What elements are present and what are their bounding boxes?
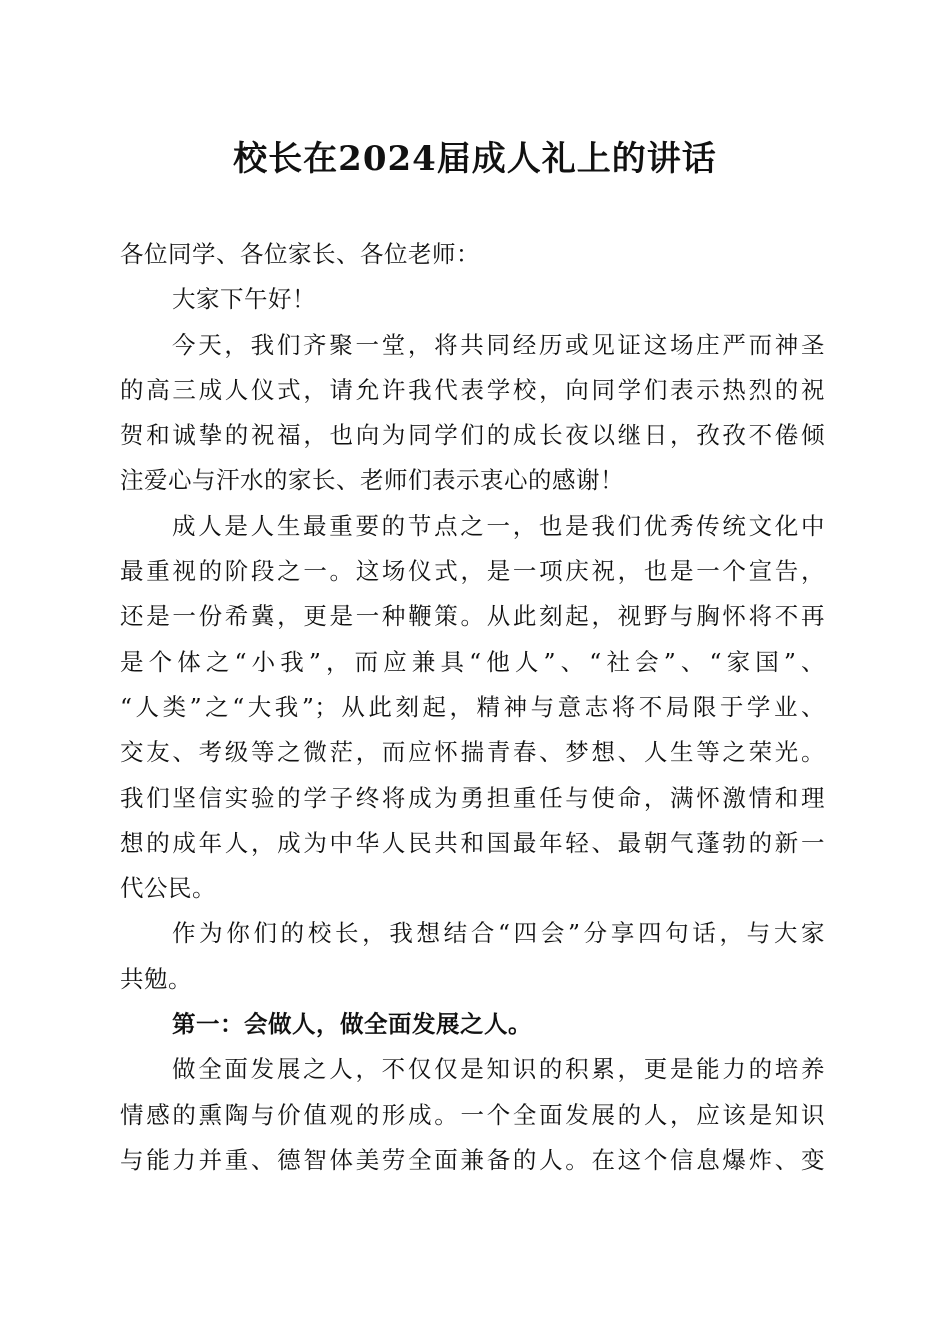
paragraph-line: 注爱心与汗水的家长、老师们表示衷心的感谢！ <box>120 466 624 495</box>
paragraph-line: 做全面发展之人，不仅仅是知识的积累，更是能力的培养 <box>172 1055 825 1084</box>
paragraph-line: 我们坚信实验的学子终将成为勇担重任与使命，满怀激情和理 <box>120 783 825 812</box>
paragraph-line: 还是一份希冀，更是一种鞭策。从此刻起，视野与胸怀将不再 <box>120 602 825 631</box>
document-body <box>120 232 825 1183</box>
paragraph-line: 交友、考级等之微茫，而应怀揣青春、梦想、人生等之荣光。 <box>120 738 825 767</box>
paragraph-line: 贺和诚挚的祝福，也向为同学们的成长夜以继日，孜孜不倦倾 <box>120 421 825 450</box>
paragraph-line: 今天，我们齐聚一堂，将共同经历或见证这场庄严而神圣 <box>172 330 825 359</box>
paragraph-line: 最重视的阶段之一。这场仪式，是一项庆祝，也是一个宣告， <box>120 557 825 586</box>
paragraph-line: 成人是人生最重要的节点之一，也是我们优秀传统文化中 <box>172 511 825 540</box>
paragraph-line: 代公民。 <box>120 874 216 903</box>
paragraph-line: 作为你们的校长，我想结合“四会”分享四句话，与大家 <box>172 919 825 948</box>
paragraph-line: 大家下午好！ <box>172 285 316 314</box>
paragraph-line: 的高三成人仪式，请允许我代表学校，向同学们表示热烈的祝 <box>120 375 825 404</box>
paragraph-line: 各位同学、各位家长、各位老师： <box>120 240 480 268</box>
paragraph-line: 是个体之“小我”，而应兼具“他人”、“社会”、“家国”、 <box>120 647 825 676</box>
paragraph-line: 想的成年人，成为中华人民共和国最年轻、最朝气蓬勃的新一 <box>120 828 825 857</box>
section-heading-line: 第一：会做人，做全面发展之人。 <box>172 1010 532 1039</box>
paragraph-line: 与能力并重、德智体美劳全面兼备的人。在这个信息爆炸、变 <box>120 1145 825 1174</box>
paragraph-line: “人类”之“大我”；从此刻起，精神与意志将不局限于学业、 <box>120 692 825 721</box>
document-title: 校长在2024届成人礼上的讲话 <box>233 139 717 179</box>
paragraph-line: 情感的熏陶与价值观的形成。一个全面发展的人，应该是知识 <box>120 1100 825 1129</box>
paragraph-line: 共勉。 <box>120 964 192 993</box>
